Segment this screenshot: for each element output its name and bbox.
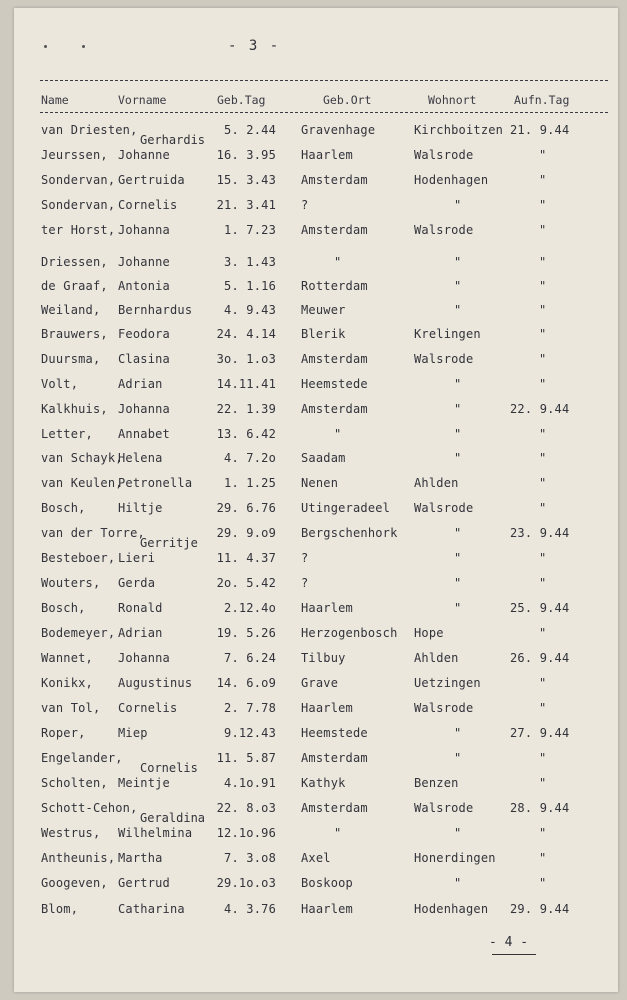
cell-aufn-tag: " [539, 377, 547, 391]
cell-wohnort: " [454, 526, 462, 540]
column-header-geb-tag: Geb.Tag [217, 93, 266, 107]
cell-geb-tag: 29.1o.o3 [216, 876, 276, 890]
cell-geb-ort: Boskoop [301, 876, 353, 890]
cell-aufn-tag: " [539, 476, 547, 490]
cell-geb-ort: Haarlem [301, 601, 353, 615]
cell-wohnort: Hodenhagen [414, 902, 489, 916]
cell-aufn-tag: " [539, 223, 547, 237]
cell-name: Schott-Cehon, [41, 801, 138, 815]
cell-vorname: Wilhelmina [118, 826, 193, 840]
cell-vorname-continued: Gerritje [140, 536, 198, 550]
cell-vorname: Ronald [118, 601, 163, 615]
cell-geb-ort: Rotterdam [301, 279, 368, 293]
cell-aufn-tag: " [539, 701, 547, 715]
cell-vorname: Lieri [118, 551, 156, 565]
cell-geb-tag: 22. 8.o3 [216, 801, 276, 815]
cell-name: Blom, [41, 902, 79, 916]
cell-geb-tag: 14. 6.o9 [216, 676, 276, 690]
cell-geb-tag: 14.11.41 [216, 377, 276, 391]
cell-aufn-tag: " [539, 551, 547, 565]
cell-name: Letter, [41, 427, 93, 441]
cell-wohnort: Honerdingen [414, 851, 496, 865]
cell-wohnort: Walsrode [414, 501, 474, 515]
cell-name: Bodemeyer, [41, 626, 116, 640]
cell-geb-tag: 2.12.4o [224, 601, 276, 615]
cell-vorname-continued: Cornelis [140, 761, 198, 775]
cell-name: Wouters, [41, 576, 101, 590]
cell-name: van Schayk, [41, 451, 123, 465]
document-page [14, 8, 618, 992]
header-bottom-rule [40, 112, 608, 113]
cell-aufn-tag: " [539, 255, 547, 269]
cell-vorname: Meintje [118, 776, 170, 790]
cell-aufn-tag: " [539, 279, 547, 293]
cell-geb-ort: Heemstede [301, 377, 368, 391]
cell-name: Googeven, [41, 876, 108, 890]
cell-wohnort: " [454, 551, 462, 565]
cell-geb-tag: 29. 6.76 [216, 501, 276, 515]
cell-aufn-tag: 27. 9.44 [510, 726, 570, 740]
cell-aufn-tag: " [539, 776, 547, 790]
cell-geb-ort: " [334, 427, 342, 441]
cell-wohnort: " [454, 198, 462, 212]
cell-name: Kalkhuis, [41, 402, 108, 416]
cell-vorname: Cornelis [118, 198, 178, 212]
cell-aufn-tag: 26. 9.44 [510, 651, 570, 665]
cell-name: Brauwers, [41, 327, 108, 341]
cell-geb-ort: Haarlem [301, 701, 353, 715]
cell-geb-tag: 7. 3.o8 [224, 851, 276, 865]
cell-vorname: Hiltje [118, 501, 163, 515]
cell-wohnort: " [454, 576, 462, 590]
cell-geb-tag: 4. 3.76 [224, 902, 276, 916]
cell-aufn-tag: 21. 9.44 [510, 123, 570, 137]
cell-geb-ort: Saadam [301, 451, 346, 465]
cell-wohnort: " [454, 826, 462, 840]
cell-geb-tag: 9.12.43 [224, 726, 276, 740]
cell-geb-tag: 29. 9.o9 [216, 526, 276, 540]
cell-aufn-tag: " [539, 173, 547, 187]
cell-vorname: Petronella [118, 476, 193, 490]
cell-aufn-tag: 29. 9.44 [510, 902, 570, 916]
cell-aufn-tag: " [539, 501, 547, 515]
cell-vorname: Adrian [118, 626, 163, 640]
cell-vorname-continued: Geraldina [140, 811, 206, 825]
cell-geb-tag: 3. 1.43 [224, 255, 276, 269]
cell-aufn-tag: " [539, 352, 547, 366]
cell-vorname: Adrian [118, 377, 163, 391]
cell-aufn-tag: 22. 9.44 [510, 402, 570, 416]
column-header-aufn-tag: Aufn.Tag [514, 93, 570, 107]
header-top-rule [40, 80, 608, 81]
cell-wohnort: " [454, 303, 462, 317]
cell-geb-tag: 21. 3.41 [216, 198, 276, 212]
cell-geb-ort: Amsterdam [301, 352, 368, 366]
cell-vorname: Augustinus [118, 676, 193, 690]
cell-geb-ort: Utingeradeel [301, 501, 391, 515]
cell-aufn-tag: " [539, 576, 547, 590]
cell-aufn-tag: 23. 9.44 [510, 526, 570, 540]
cell-geb-tag: 22. 1.39 [216, 402, 276, 416]
cell-geb-tag: 12.1o.96 [216, 826, 276, 840]
column-header-vorname: Vorname [118, 93, 167, 107]
cell-aufn-tag: " [539, 876, 547, 890]
cell-name: Duursma, [41, 352, 101, 366]
cell-vorname: Johanne [118, 255, 170, 269]
cell-geb-ort: Amsterdam [301, 801, 368, 815]
ink-dot [82, 45, 85, 48]
cell-geb-ort: ? [301, 551, 309, 565]
column-header-wohnort: Wohnort [428, 93, 477, 107]
cell-name: Driessen, [41, 255, 108, 269]
cell-wohnort: Ahlden [414, 476, 459, 490]
next-page-underline [492, 954, 536, 955]
cell-geb-ort: Meuwer [301, 303, 346, 317]
cell-geb-ort: Amsterdam [301, 173, 368, 187]
cell-geb-ort: Amsterdam [301, 223, 368, 237]
cell-name: van Keulen, [41, 476, 123, 490]
cell-geb-tag: 24. 4.14 [216, 327, 276, 341]
cell-wohnort: Krelingen [414, 327, 481, 341]
cell-vorname: Johanna [118, 651, 170, 665]
cell-geb-tag: 16. 3.95 [216, 148, 276, 162]
cell-wohnort: Ahlden [414, 651, 459, 665]
cell-aufn-tag: " [539, 303, 547, 317]
cell-name: Westrus, [41, 826, 101, 840]
cell-geb-ort: Bergschenhork [301, 526, 398, 540]
next-page-marker: - 4 - [489, 935, 529, 950]
cell-geb-tag: 11. 5.87 [216, 751, 276, 765]
cell-wohnort: " [454, 427, 462, 441]
cell-geb-ort: Amsterdam [301, 751, 368, 765]
cell-geb-ort: Heemstede [301, 726, 368, 740]
cell-wohnort: " [454, 601, 462, 615]
cell-geb-tag: 13. 6.42 [216, 427, 276, 441]
cell-name: Besteboer, [41, 551, 116, 565]
cell-vorname: Gerda [118, 576, 156, 590]
cell-aufn-tag: " [539, 451, 547, 465]
cell-vorname-continued: Gerhardis [140, 133, 206, 147]
cell-vorname: Martha [118, 851, 163, 865]
cell-geb-tag: 15. 3.43 [216, 173, 276, 187]
cell-name: Roper, [41, 726, 86, 740]
cell-name: van der Torre, [41, 526, 145, 540]
cell-vorname: Miep [118, 726, 148, 740]
cell-wohnort: " [454, 751, 462, 765]
cell-wohnort: Walsrode [414, 352, 474, 366]
cell-geb-ort: Haarlem [301, 902, 353, 916]
cell-geb-ort: " [334, 826, 342, 840]
column-header-geb-ort: Geb.Ort [323, 93, 372, 107]
cell-wohnort: " [454, 255, 462, 269]
page-number: - 3 - [228, 38, 281, 54]
cell-name: Konikx, [41, 676, 93, 690]
cell-aufn-tag: 25. 9.44 [510, 601, 570, 615]
cell-geb-ort: Amsterdam [301, 402, 368, 416]
cell-wohnort: Benzen [414, 776, 459, 790]
cell-wohnort: " [454, 876, 462, 890]
cell-name: Bosch, [41, 601, 86, 615]
cell-geb-tag: 2o. 5.42 [216, 576, 276, 590]
cell-wohnort: Kirchboitzen [414, 123, 504, 137]
cell-name: Engelander, [41, 751, 123, 765]
cell-geb-ort: Grave [301, 676, 339, 690]
cell-name: Jeurssen, [41, 148, 108, 162]
cell-vorname: Cornelis [118, 701, 178, 715]
ink-dot [44, 45, 47, 48]
cell-geb-ort: Blerik [301, 327, 346, 341]
cell-geb-ort: Nenen [301, 476, 339, 490]
cell-geb-ort: Tilbuy [301, 651, 346, 665]
cell-name: Bosch, [41, 501, 86, 515]
cell-vorname: Feodora [118, 327, 170, 341]
cell-geb-tag: 5. 1.16 [224, 279, 276, 293]
cell-geb-ort: Haarlem [301, 148, 353, 162]
cell-aufn-tag: " [539, 148, 547, 162]
cell-vorname: Johanna [118, 402, 170, 416]
cell-wohnort: Hope [414, 626, 444, 640]
cell-name: van Tol, [41, 701, 101, 715]
cell-geb-tag: 4. 9.43 [224, 303, 276, 317]
cell-aufn-tag: " [539, 851, 547, 865]
cell-aufn-tag: " [539, 626, 547, 640]
cell-aufn-tag: " [539, 427, 547, 441]
cell-vorname: Helena [118, 451, 163, 465]
cell-wohnort: Uetzingen [414, 676, 481, 690]
cell-aufn-tag: " [539, 751, 547, 765]
cell-geb-tag: 11. 4.37 [216, 551, 276, 565]
cell-geb-tag: 1. 7.23 [224, 223, 276, 237]
cell-wohnort: " [454, 451, 462, 465]
cell-geb-tag: 1. 1.25 [224, 476, 276, 490]
cell-name: Sondervan, [41, 173, 116, 187]
cell-vorname: Gertrud [118, 876, 170, 890]
cell-geb-tag: 3o. 1.o3 [216, 352, 276, 366]
cell-vorname: Antonia [118, 279, 170, 293]
cell-geb-ort: " [334, 255, 342, 269]
cell-wohnort: Walsrode [414, 801, 474, 815]
cell-vorname: Annabet [118, 427, 170, 441]
cell-geb-ort: Kathyk [301, 776, 346, 790]
cell-vorname: Clasina [118, 352, 170, 366]
cell-geb-tag: 2. 7.78 [224, 701, 276, 715]
cell-vorname: Johanne [118, 148, 170, 162]
cell-geb-ort: Gravenhage [301, 123, 376, 137]
cell-geb-tag: 4. 7.2o [224, 451, 276, 465]
cell-name: Volt, [41, 377, 79, 391]
cell-wohnort: Walsrode [414, 223, 474, 237]
cell-geb-ort: Axel [301, 851, 331, 865]
cell-wohnort: Hodenhagen [414, 173, 489, 187]
cell-wohnort: Walsrode [414, 701, 474, 715]
cell-aufn-tag: 28. 9.44 [510, 801, 570, 815]
cell-aufn-tag: " [539, 676, 547, 690]
cell-vorname: Gertruida [118, 173, 185, 187]
cell-wohnort: Walsrode [414, 148, 474, 162]
cell-geb-tag: 5. 2.44 [224, 123, 276, 137]
cell-name: de Graaf, [41, 279, 108, 293]
cell-geb-ort: ? [301, 198, 309, 212]
cell-vorname: Catharina [118, 902, 185, 916]
cell-wohnort: " [454, 402, 462, 416]
cell-name: Wannet, [41, 651, 93, 665]
cell-geb-tag: 4.1o.91 [224, 776, 276, 790]
cell-aufn-tag: " [539, 327, 547, 341]
cell-wohnort: " [454, 377, 462, 391]
cell-vorname: Bernhardus [118, 303, 193, 317]
cell-name: Antheunis, [41, 851, 116, 865]
cell-name: Sondervan, [41, 198, 116, 212]
cell-name: Weiland, [41, 303, 101, 317]
cell-name: Scholten, [41, 776, 108, 790]
cell-name: ter Horst, [41, 223, 116, 237]
column-header-name: Name [41, 93, 69, 107]
cell-aufn-tag: " [539, 198, 547, 212]
cell-geb-ort: Herzogenbosch [301, 626, 398, 640]
cell-wohnort: " [454, 279, 462, 293]
cell-wohnort: " [454, 726, 462, 740]
cell-geb-ort: ? [301, 576, 309, 590]
cell-name: van Driesten, [41, 123, 138, 137]
cell-aufn-tag: " [539, 826, 547, 840]
cell-geb-tag: 7. 6.24 [224, 651, 276, 665]
cell-geb-tag: 19. 5.26 [216, 626, 276, 640]
cell-vorname: Johanna [118, 223, 170, 237]
